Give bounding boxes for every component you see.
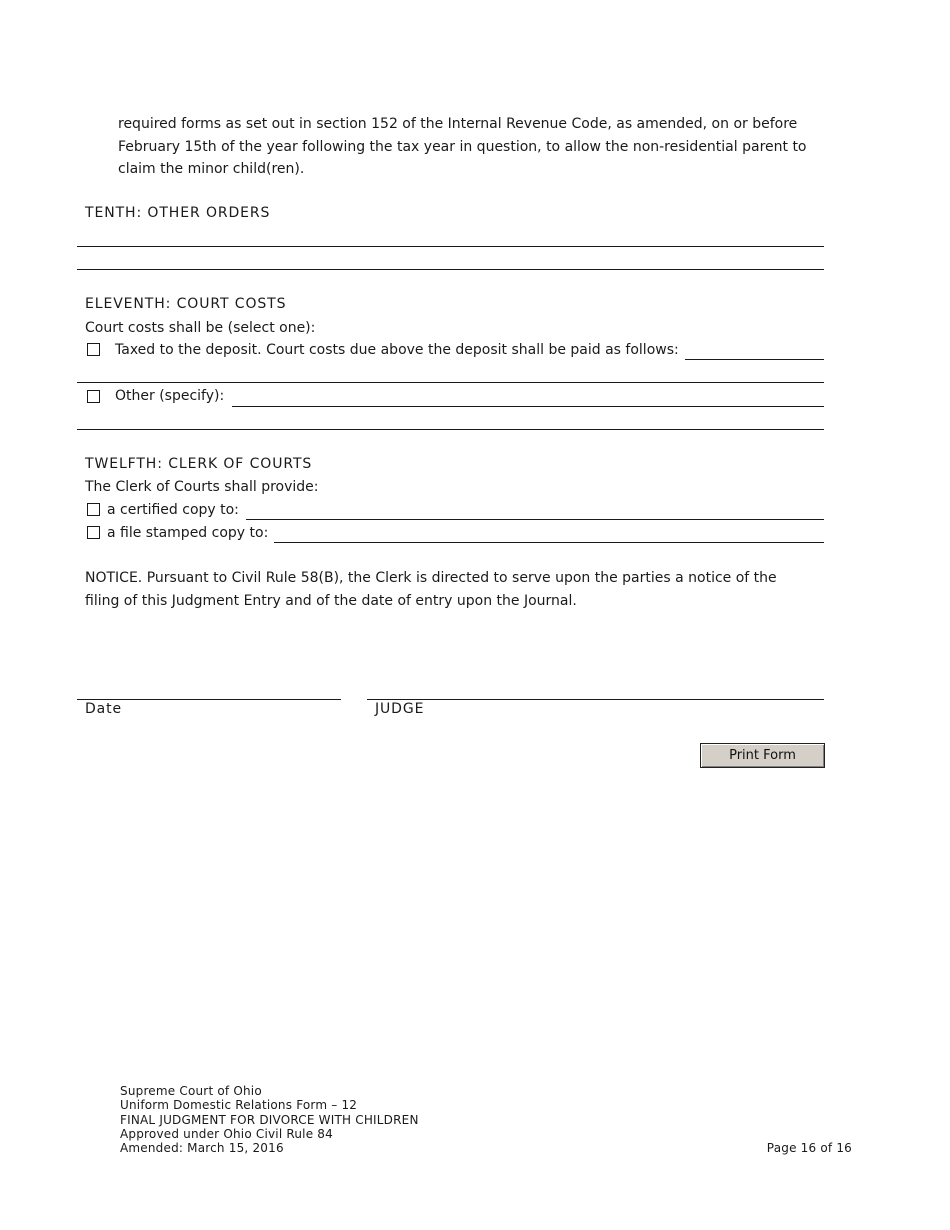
other-orders-line-2[interactable]: [77, 253, 824, 270]
certified-copy-checkbox[interactable]: [87, 503, 100, 516]
file-stamped-copy-checkbox[interactable]: [87, 526, 100, 539]
other-costs-field[interactable]: [232, 390, 824, 407]
certified-copy-label: a certified copy to:: [107, 502, 239, 518]
footer-court: Supreme Court of Ohio: [120, 1084, 262, 1098]
page-number: Page 16 of 16: [766, 1141, 852, 1155]
date-label: Date: [85, 701, 123, 717]
other-costs-checkbox[interactable]: [87, 390, 100, 403]
other-orders-line-1[interactable]: [77, 230, 824, 247]
intro-line-2: February 15th of the year following the tax year in question, to allow the non-residential parent to: [118, 138, 807, 155]
notice-paragraph: [85, 567, 777, 612]
taxed-payment-line-2[interactable]: [77, 366, 824, 383]
notice-line-1: NOTICE. Pursuant to Civil Rule 58(B), the Clerk is directed to serve upon the parties a notice of the: [85, 570, 777, 586]
certified-copy-field[interactable]: [246, 503, 824, 520]
tenth-heading: TENTH: OTHER ORDERS: [85, 205, 271, 221]
other-costs-label: Other (specify):: [115, 388, 225, 404]
file-stamped-copy-field[interactable]: [274, 526, 824, 543]
intro-paragraph: [118, 113, 807, 181]
print-form-button[interactable]: Print Form: [700, 743, 825, 768]
date-field[interactable]: [77, 683, 341, 700]
intro-line-1: required forms as set out in section 152 of the Internal Revenue Code, as amended, on or before: [118, 116, 798, 132]
court-costs-instruction: Court costs shall be (select one):: [85, 320, 316, 336]
footer-form-name: Uniform Domestic Relations Form – 12: [120, 1098, 358, 1113]
judge-signature-line: [367, 699, 824, 700]
intro-line-3: claim the minor child(ren).: [118, 161, 305, 177]
other-costs-line-2[interactable]: [77, 413, 824, 430]
notice-line-2: filing of this Judgment Entry and of the date of entry upon the Journal.: [85, 592, 577, 609]
clerk-instruction: The Clerk of Courts shall provide:: [85, 479, 319, 495]
judge-label: JUDGE: [375, 701, 425, 717]
twelfth-heading: TWELFTH: CLERK OF COURTS: [85, 456, 313, 472]
taxed-payment-field[interactable]: [685, 343, 824, 360]
footer-block: [120, 1084, 419, 1155]
footer-amended: Amended: March 15, 2016: [120, 1141, 284, 1156]
footer-form-title: FINAL JUDGMENT FOR DIVORCE WITH CHILDREN: [120, 1112, 419, 1127]
eleventh-heading: ELEVENTH: COURT COSTS: [85, 296, 287, 312]
file-stamped-copy-label: a file stamped copy to:: [107, 525, 269, 541]
taxed-to-deposit-label: Taxed to the deposit. Court costs due above the deposit shall be paid as follows:: [115, 342, 679, 358]
footer-approved: Approved under Ohio Civil Rule 84: [120, 1126, 333, 1141]
taxed-to-deposit-checkbox[interactable]: [87, 343, 100, 356]
